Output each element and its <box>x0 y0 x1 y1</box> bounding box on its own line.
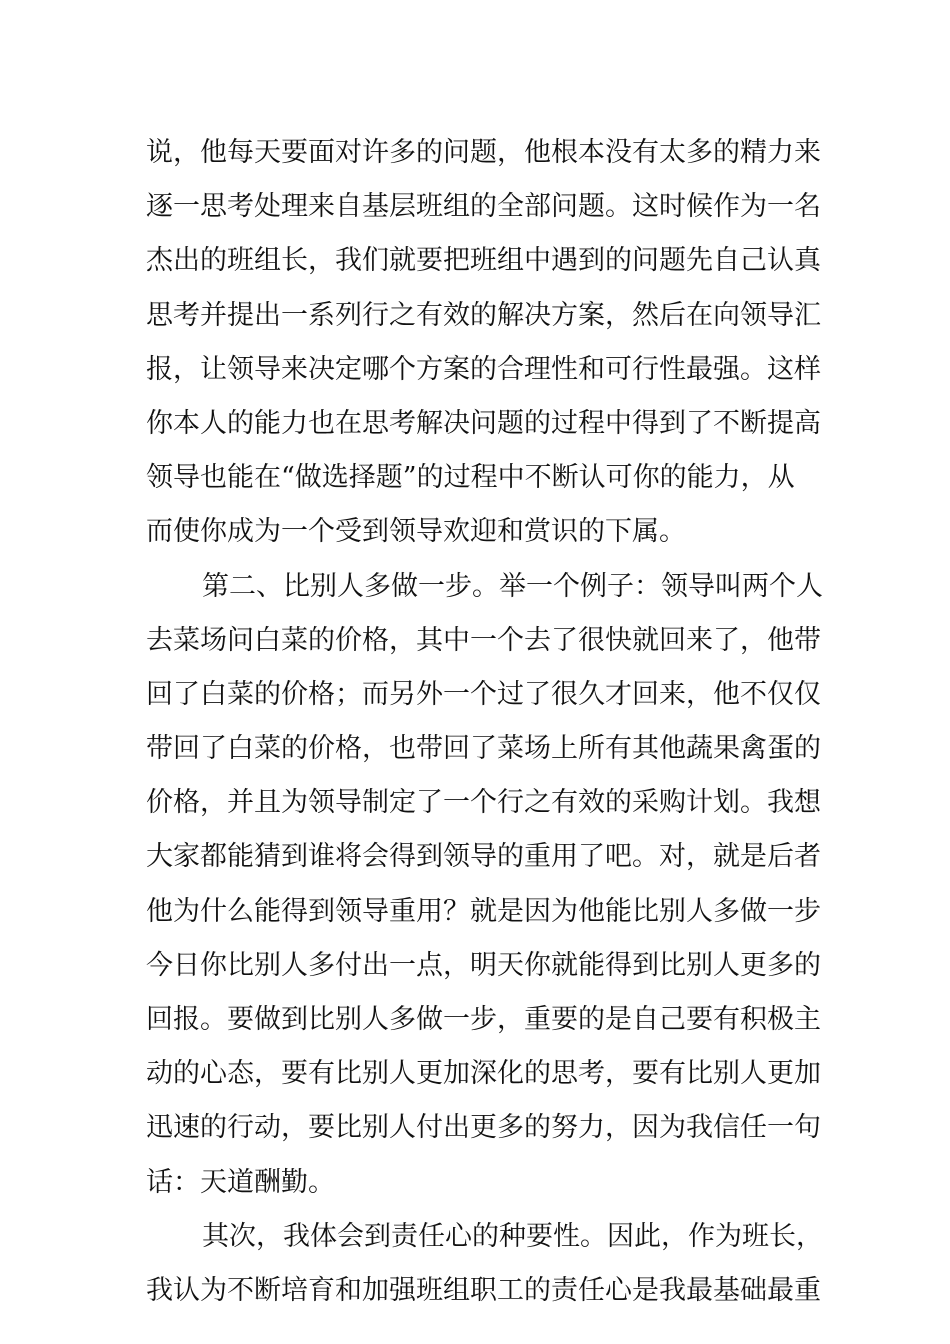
text-line: 而使你成为一个受到领导欢迎和赏识的下属。 <box>146 516 686 548</box>
text-line: 领导也能在“做选择题”的过程中不断认可你的能力，从 <box>146 462 795 494</box>
text-line: 思考并提出一系列行之有效的解决方案，然后在向领导汇 <box>146 299 821 331</box>
text-line: 今日你比别人多付出一点，明天你就能得到比别人更多的 <box>146 949 821 981</box>
text-line: 带回了白菜的价格，也带回了菜场上所有其他蔬果禽蛋的 <box>146 733 821 765</box>
text-line: 去菜场问白菜的价格，其中一个去了很快就回来了，他带 <box>146 624 821 656</box>
text-line: 大家都能猜到谁将会得到领导的重用了吧。对，就是后者 <box>146 841 821 873</box>
text-line: 价格，并且为领导制定了一个行之有效的采购计划。我想 <box>146 787 821 819</box>
paragraph-first-line: 第二、比别人多做一步。举一个例子：领导叫两个人 <box>202 570 823 602</box>
paragraph-first-line: 其次，我体会到责任心的种要性。因此，作为班长， <box>202 1220 823 1252</box>
text-line: 杰出的班组长，我们就要把班组中遇到的问题先自己认真 <box>146 245 821 277</box>
text-line: 回报。要做到比别人多做一步，重要的是自己要有积极主 <box>146 1004 821 1035</box>
text-line: 他为什么能得到领导重用？就是因为他能比别人多做一步 <box>146 895 821 927</box>
text-line: 说，他每天要面对许多的问题，他根本没有太多的精力来 <box>146 137 821 168</box>
text-line: 迅速的行动，要比别人付出更多的努力，因为我信任一句 <box>146 1112 821 1144</box>
text-line: 我认为不断培育和加强班组职工的责任心是我最基础最重 <box>146 1274 821 1306</box>
text-line: 报，让领导来决定哪个方案的合理性和可行性最强。这样 <box>146 353 821 385</box>
text-line: 你本人的能力也在思考解决问题的过程中得到了不断提高 <box>146 407 821 439</box>
text-line: 逐一思考处理来自基层班组的全部问题。这时候作为一名 <box>146 191 821 223</box>
text-line: 动的心态，要有比别人更加深化的思考，要有比别人更加 <box>146 1058 821 1090</box>
text-line: 话：天道酬勤。 <box>146 1166 335 1198</box>
body-text <box>146 126 823 1318</box>
text-line: 回了白菜的价格；而另外一个过了很久才回来，他不仅仅 <box>146 678 821 710</box>
